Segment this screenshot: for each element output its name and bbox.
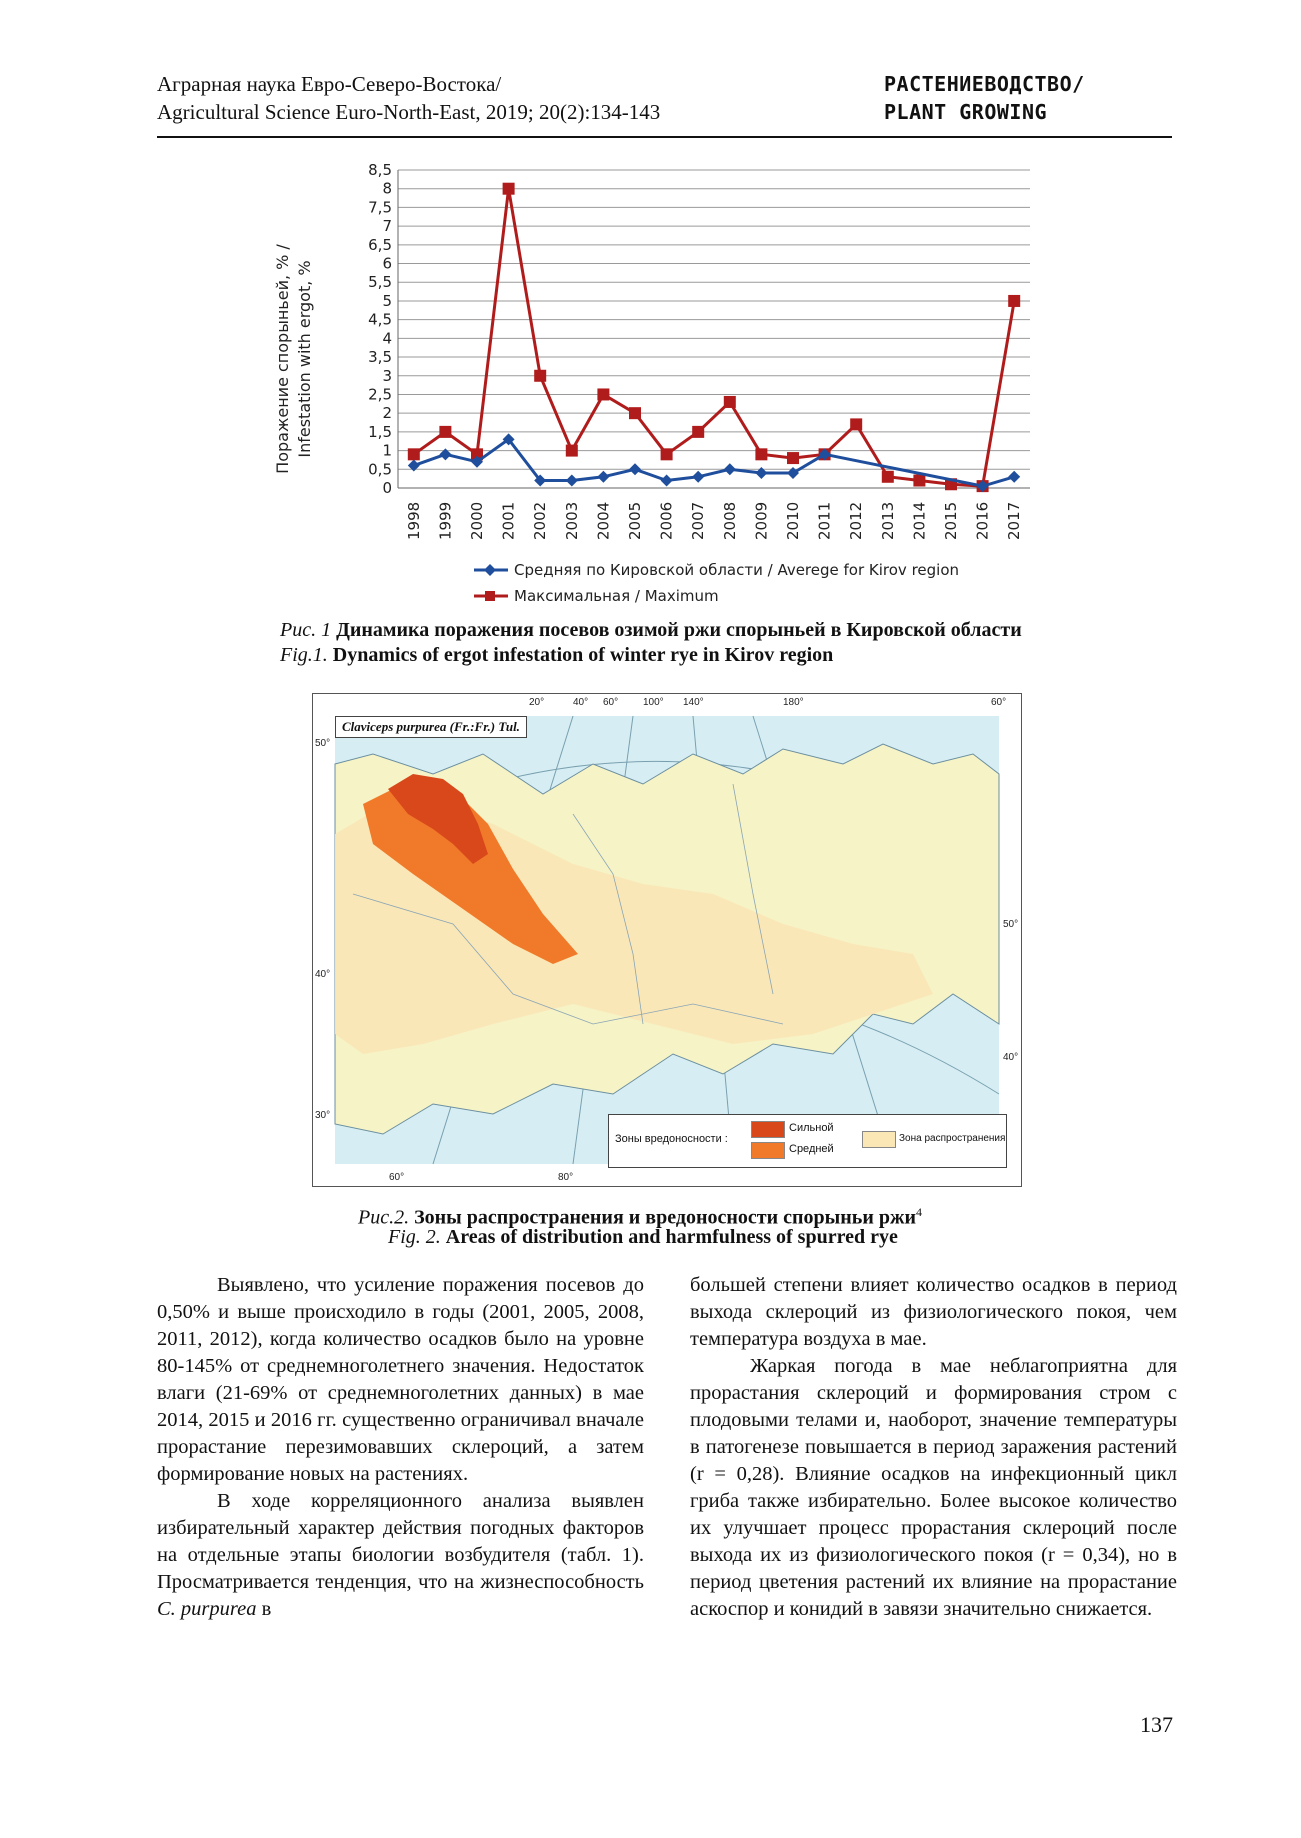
deg-top-20: 20° (529, 697, 545, 708)
maximum-point (629, 407, 641, 419)
legend-marker-average (484, 564, 496, 576)
x-tick-label: 1999 (436, 501, 455, 540)
deg-top-60e: 60° (991, 697, 1007, 708)
maximum-point (408, 448, 420, 460)
y-tick-label: 6 (382, 254, 392, 273)
text-column-left (157, 1272, 644, 1623)
fig1-caption-en (280, 643, 833, 668)
average-point (661, 475, 673, 487)
fig1-caption-ru (280, 618, 1022, 643)
left-paragraph-1: Выявлено, что усиление поражения посевов до 0,50% и выше происходило в годы (2001, 2005, 2008, 2011, 2012), когда количество осадков было на уровне 80-145% от среднемноголетнего значения. Недостаток влаги (21-69% от среднемноголетних данных) в мае 2014, 2015 и 2016 гг. существенно ограничивал вначале прорастание перезимовавших склероций, а затем формирование новых на растениях. (157, 1274, 644, 1485)
x-tick-label: 2013 (878, 501, 897, 540)
x-tick-label: 2011 (815, 501, 834, 540)
maximum-point (503, 183, 515, 195)
left-paragraph-2-text: В ходе корреляционного анализа выявлен избирательный характер действия погодных факторов на отдельные этапы биологии возбудителя (табл. 1). Просматривается тенденция, что на жизнеспособность (157, 1490, 644, 1593)
average-point (597, 471, 609, 483)
average-point (724, 463, 736, 475)
maximum-point (692, 426, 704, 438)
legend-label: Средняя по Кировской области / Averege for Kirov region (514, 561, 960, 579)
x-tick-label: 2014 (910, 501, 929, 540)
deg-bottom-60: 60° (389, 1172, 405, 1183)
map-legend (608, 1114, 1007, 1168)
average-point (1008, 471, 1020, 483)
right-paragraph-1: большей степени влияет количество осадков в период выхода склероций из физиологического покоя, чем температура воздуха в мае. (690, 1274, 1177, 1350)
fig2-text-en: Areas of distribution and harmfulness of spurred rye (445, 1226, 898, 1248)
y-tick-label: 5,5 (368, 273, 392, 292)
maximum-point (787, 452, 799, 464)
y-tick-label: 4 (382, 329, 392, 348)
legend-distribution: Зона распространения (899, 1133, 1006, 1144)
y-tick-label: 1,5 (368, 422, 392, 441)
section-title-en: PLANT GROWING (884, 100, 1048, 124)
distribution-map (312, 693, 1022, 1187)
maximum-point (661, 448, 673, 460)
x-tick-label: 2015 (942, 501, 960, 540)
x-tick-label: 2000 (468, 501, 486, 540)
legend-marker-maximum (485, 591, 495, 601)
x-tick-label: 2004 (594, 501, 613, 540)
deg-top-140: 140° (683, 697, 704, 708)
x-tick-label: 2009 (752, 501, 771, 540)
average-point (566, 475, 578, 487)
y-tick-label: 3,5 (368, 348, 392, 367)
species-name-italic: C. purpurea (157, 1598, 257, 1620)
deg-top-180: 180° (783, 697, 804, 708)
x-tick-label: 2007 (689, 501, 708, 540)
swatch-strong (751, 1121, 785, 1138)
deg-top-40: 40° (573, 697, 589, 708)
ergot-line-chart (268, 150, 1048, 610)
y-tick-label: 1 (382, 441, 392, 460)
fig1-text-ru: Динамика поражения посевов озимой ржи спорыньей в Кировской области (336, 619, 1022, 641)
fig1-prefix-ru: Рис. 1 (280, 619, 332, 641)
deg-left-40: 40° (315, 969, 331, 980)
y-tick-label: 0,5 (368, 460, 392, 479)
fig2-text-ru: Зоны распространения и вредоносности спорыньи ржи (414, 1206, 917, 1229)
journal-title-en: Agricultural Science Euro-North-East, 2019; 20(2):134-143 (157, 100, 661, 124)
x-tick-label: 2003 (562, 501, 581, 540)
deg-bottom-80: 80° (558, 1172, 574, 1183)
y-axis-title-en: Infestation with ergot, % (295, 260, 314, 458)
maximum-point (724, 396, 736, 408)
x-tick-label: 2006 (657, 501, 676, 540)
text-column-right (690, 1272, 1177, 1623)
y-axis-title-ru: Поражение спорыньей, % / (273, 244, 292, 474)
y-tick-label: 0 (382, 479, 392, 497)
maximum-point (534, 370, 546, 382)
x-tick-label: 2002 (531, 501, 550, 540)
legend-strong: Сильной (789, 1122, 834, 1134)
maximum-point (882, 471, 894, 483)
deg-top-60: 60° (603, 697, 619, 708)
fig2-prefix-ru: Рис.2. (358, 1206, 410, 1229)
section-title-ru: РАСТЕНИЕВОДСТВО/ (884, 72, 1085, 96)
journal-title-ru: Аграрная наука Евро-Северо-Востока/ (157, 72, 502, 96)
y-tick-label: 7,5 (368, 198, 392, 217)
deg-left-50: 50° (315, 738, 331, 749)
map-graphic (313, 694, 1021, 1186)
y-tick-label: 8 (382, 179, 392, 198)
right-paragraph-2: Жаркая погода в мае неблагоприятна для прорастания склероций и формирования стром с плодовыми телами и, наоборот, значение температуры в патогенезе повышается в период заражения растений (r = 0,28). Влияние осадков на инфекционный цикл гриба также избирательно. Более высокое количество их улучшает процесс прорастания склероций после выхода их из физиологического покоя (r = 0,34), но в период цветения растений их влияние на прорастание аскоспор и конидий в завязи значительно снижается. (690, 1355, 1177, 1620)
y-tick-label: 2,5 (368, 385, 392, 404)
page-number: 137 (1140, 1712, 1173, 1737)
y-tick-label: 2 (382, 404, 392, 423)
maximum-point (755, 448, 767, 460)
y-tick-label: 7 (382, 217, 392, 236)
section-header (884, 70, 1085, 126)
legend-medium: Средней (789, 1143, 834, 1155)
x-tick-label: 2001 (499, 501, 518, 540)
fig2-prefix-en: Fig. 2. (388, 1226, 441, 1248)
legend-zones-label: Зоны вредоносности : (615, 1133, 728, 1145)
x-tick-label: 2008 (720, 501, 739, 540)
y-tick-label: 6,5 (368, 235, 392, 254)
deg-left-30: 30° (315, 1110, 331, 1121)
swatch-medium (751, 1142, 785, 1159)
fig2-footnote: 4 (916, 1205, 923, 1219)
swatch-distribution (862, 1131, 896, 1148)
x-tick-label: 1998 (404, 501, 423, 540)
fig1-prefix-en: Fig.1. (280, 644, 328, 666)
x-tick-label: 2016 (973, 501, 992, 540)
journal-header (157, 70, 660, 126)
maximum-point (1008, 295, 1020, 307)
fig2-caption-en (388, 1225, 898, 1250)
average-point (692, 471, 704, 483)
x-tick-label: 2010 (784, 501, 802, 540)
maximum-point (566, 445, 578, 457)
y-tick-label: 3 (382, 366, 392, 385)
fig1-text-en: Dynamics of ergot infestation of winter rye in Kirov region (332, 644, 834, 666)
left-paragraph-2 (157, 1488, 644, 1623)
maximum-point (913, 475, 925, 487)
maximum-point (439, 426, 451, 438)
x-tick-label: 2012 (847, 501, 866, 540)
average-point (629, 463, 641, 475)
x-tick-label: 2017 (1005, 501, 1024, 540)
header-rule (157, 136, 1172, 138)
deg-right-40: 40° (1003, 1052, 1019, 1063)
left-paragraph-2-tail: в (261, 1598, 272, 1620)
map-species-title: Claviceps purpurea (Fr.:Fr.) Tul. (335, 716, 527, 738)
maximum-point (850, 418, 862, 430)
y-tick-label: 4,5 (368, 310, 392, 329)
maximum-point (597, 388, 609, 400)
x-tick-label: 2005 (626, 501, 644, 540)
y-tick-label: 8,5 (368, 161, 392, 179)
legend-label: Максимальная / Maximum (514, 587, 719, 605)
y-tick-label: 5 (382, 291, 392, 310)
deg-top-100: 100° (643, 697, 664, 708)
deg-right-50: 50° (1003, 919, 1019, 930)
